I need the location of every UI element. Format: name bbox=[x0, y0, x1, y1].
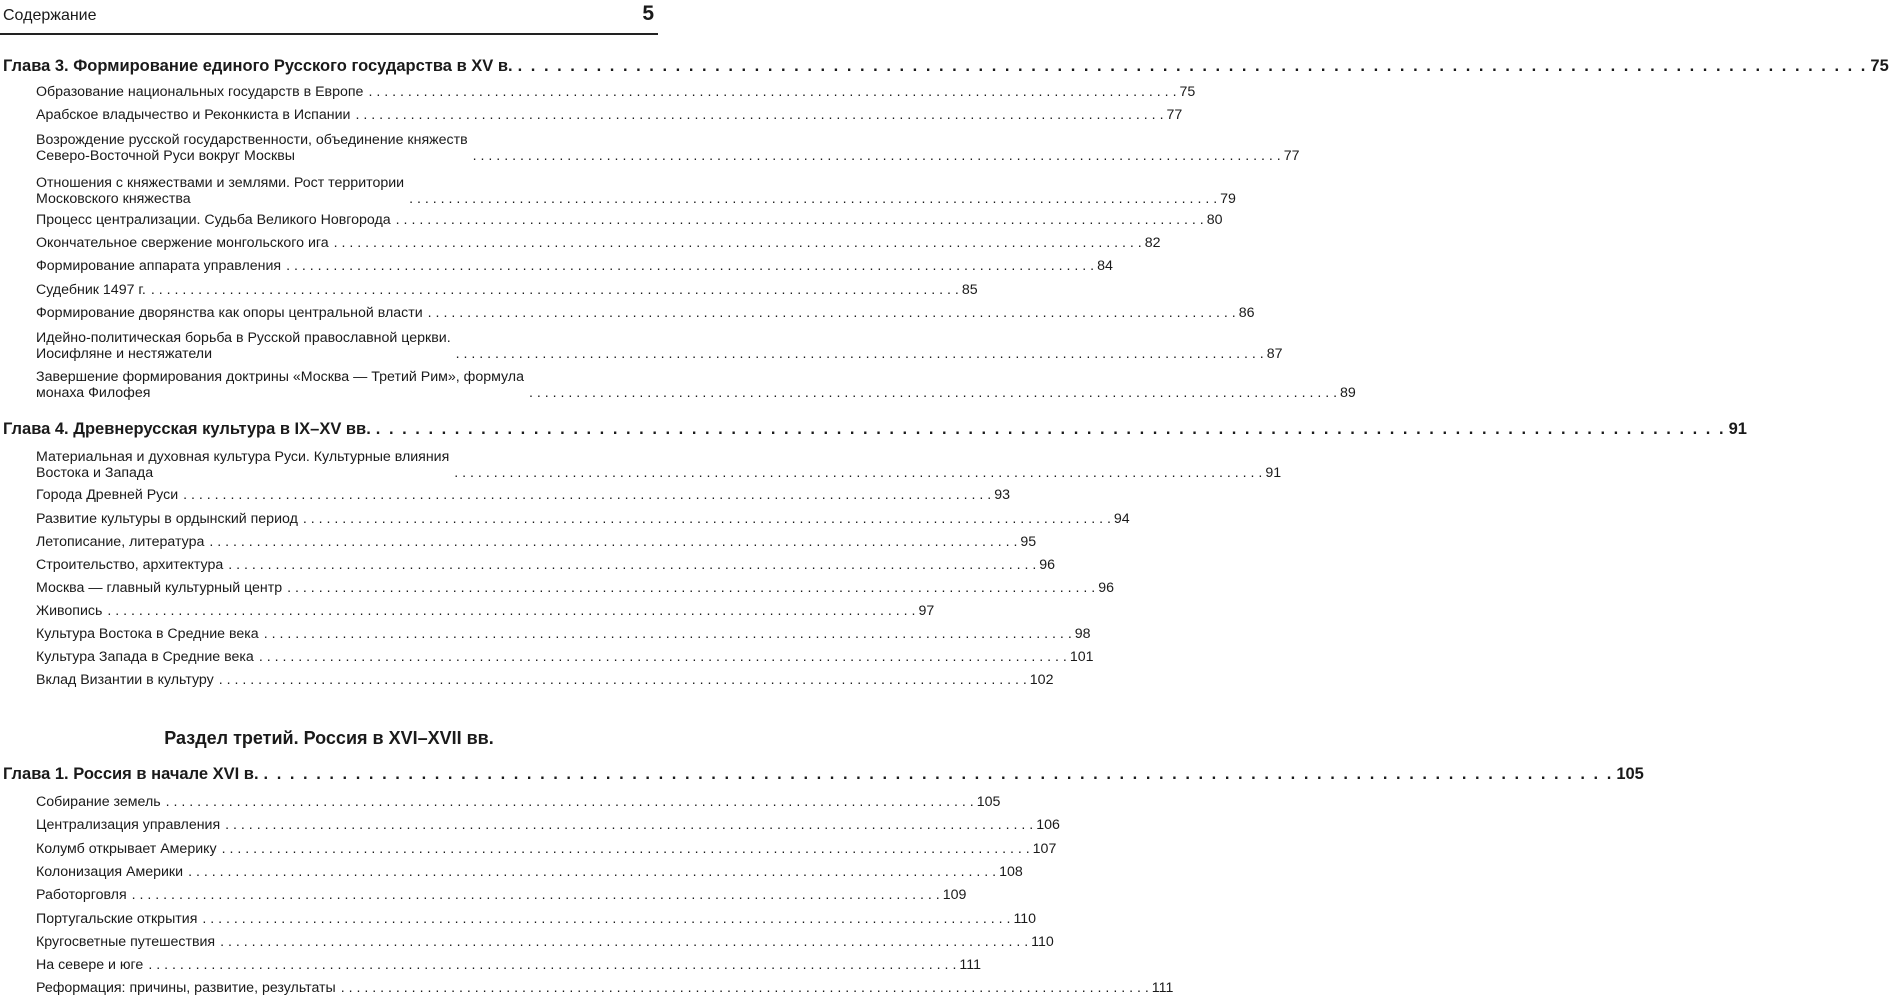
toc-entry bbox=[36, 864, 1023, 881]
dot-leader: . . . . . . . . . . . . . . . . . . . . . . . . . . . . . . . . . . . . . . . . . . . . . . . . . . . . . . . . . . . . . . . . . . . . . . . . . . . . . . . . . . . . . . . . . . . . . . . . . . . . . . . bbox=[409, 190, 1218, 207]
entry-title-line: Северо-Восточной Руси вокруг Москвы bbox=[36, 147, 295, 164]
toc-entry bbox=[36, 980, 1174, 997]
entry-page-number: 79 bbox=[1220, 190, 1236, 207]
entry-title-line: Идейно-политическая борьба в Русской православной церкви. bbox=[36, 330, 451, 346]
entry-title bbox=[36, 795, 161, 811]
toc-entry bbox=[36, 957, 981, 974]
entry-title-line: Образование национальных государств в Европе bbox=[36, 84, 364, 100]
dot-leader: . . . . . . . . . . . . . . . . . . . . . . . . . . . . . . . . . . . . . . . . . . . . . . . . . . . . . . . . . . . . . . . . . . . . . . . . . . . . . . . . . . . . . . . . . . . . . . . . . . . . . . . bbox=[333, 235, 1142, 251]
entry-title-line: Культура Востока в Средние века bbox=[36, 626, 259, 642]
entry-title bbox=[36, 370, 524, 402]
dot-leader: . . . . . . . . . . . . . . . . . . . . . . . . . . . . . . . . . . . . . . . . . . . . . . . . . . . . . . . . . . . . . . . . . . . . . . . . . . . . . . . . . . . . . . . . . . . . . . . . . . . . . . . bbox=[150, 282, 959, 298]
entry-title bbox=[36, 865, 183, 881]
entry-page-number: 111 bbox=[1151, 980, 1174, 996]
toc-entry bbox=[36, 212, 1223, 229]
entry-page-number: 105 bbox=[1616, 765, 1644, 783]
entry-title bbox=[36, 512, 298, 528]
entry-title bbox=[36, 958, 143, 974]
entry-title bbox=[36, 236, 329, 252]
entry-page-number: 80 bbox=[1206, 212, 1223, 228]
entry-title-line: Востока и Запада bbox=[36, 464, 154, 481]
entry-title-line: Культура Запада в Средние века bbox=[36, 649, 254, 665]
dot-leader: . . . . . . . . . . . . . . . . . . . . . . . . . . . . . . . . . . . . . . . . . . . . . . . . . . . . . . . . . . . . . . . . . . . . . . . . . . . . . . . . . . . . . . . . . . . . . . . . . . . . . . . bbox=[454, 464, 1263, 481]
entry-page-number: 102 bbox=[1029, 672, 1054, 688]
entry-title bbox=[36, 981, 336, 997]
toc-entry bbox=[36, 487, 1010, 504]
dot-leader: . . . . . . . . . . . . . . . . . . . . . . . . . . . . . . . . . . . . . . . . . . . . . . . . . . . . . . . . . . . . . . . . . . . . . . . . . . . . . . . . . . . . . . . . . . . . . . . . . . . . . . . bbox=[107, 603, 916, 619]
entry-title-line: Московского княжества bbox=[36, 190, 191, 207]
entry-page-number: 91 bbox=[1265, 464, 1282, 481]
entry-title-line: Глава 4. Древнерусская культура в IX–XV вв. bbox=[3, 420, 371, 438]
entry-page-number: 96 bbox=[1098, 580, 1114, 596]
dot-leader: . . . . . . . . . . . . . . . . . . . . . . . . . . . . . . . . . . . . . . . . . . . . . . . . . . . . . . . . . . . . . . . . . . . . . . . . . . . . . . . . . . . . . . . . . . . . . . . . . . . . . . . bbox=[258, 649, 1067, 665]
dot-leader: . . . . . . . . . . . . . . . . . . . . . . . . . . . . . . . . . . . . . . . . . . . . . . . . . . . . . . . . . . . . . . . . . . . . . . . . . . . . . . . . . . . . . . . . . . . . . . . . . . . . . . . bbox=[209, 534, 1018, 550]
entry-title bbox=[36, 283, 146, 299]
toc-entry bbox=[36, 934, 1054, 951]
entry-title bbox=[36, 888, 127, 904]
entry-title-line: Возрождение русской государственности, объединение княжеств bbox=[36, 132, 468, 148]
entry-title-line: Иосифляне и нестяжатели bbox=[36, 345, 212, 362]
entry-page-number: 110 bbox=[1031, 934, 1054, 950]
toc-entry bbox=[36, 258, 1113, 275]
entry-page-number: 105 bbox=[976, 794, 1001, 810]
entry-title bbox=[36, 176, 404, 208]
entry-title-line: Реформация: причины, развитие, результаты bbox=[36, 980, 336, 996]
entry-title bbox=[36, 331, 451, 363]
entry-page-number: 94 bbox=[1113, 511, 1130, 527]
entry-page-number: 98 bbox=[1074, 626, 1091, 642]
toc-entry bbox=[36, 887, 967, 904]
entry-page-number: 77 bbox=[1283, 147, 1300, 164]
entry-title-line: Окончательное свержение монгольского ига bbox=[36, 235, 329, 251]
toc-entry bbox=[36, 603, 935, 620]
chapter-title bbox=[3, 420, 371, 438]
entry-title-line: Летописание, литература bbox=[36, 534, 205, 550]
dot-leader: . . . . . . . . . . . . . . . . . . . . . . . . . . . . . . . . . . . . . . . . . . . . . . . . . . . . . . . . . . . . . . . . . . . . . . . . . . . . . . . . . . . . . . . . . . . . . . . . . . . . . . . bbox=[427, 305, 1236, 321]
toc-entry bbox=[36, 175, 1236, 208]
dot-leader: . . . . . . . . . . . . . . . . . . . . . . . . . . . . . . . . . . . . . . . . . . . . . . . . . . . . . . . . . . . . . . . . . . . . . . . . . . . . . . . . . . . . . . . . . . . . . . . . . . . . . . . bbox=[455, 345, 1264, 362]
entry-title-line: Судебник 1497 г. bbox=[36, 282, 146, 298]
entry-page-number: 85 bbox=[961, 282, 978, 298]
entry-page-number: 111 bbox=[959, 957, 981, 973]
dot-leader: . . . . . . . . . . . . . . . . . . . . . . . . . . . . . . . . . . . . . . . . . . . . . . . . . . . . . . . . . . . . . . . . . . . . . . . . . . . . . . . . . . . . . . . . . . . . . . . . . . . . . . . bbox=[368, 84, 1177, 100]
entry-title bbox=[36, 450, 449, 482]
chapter-heading bbox=[3, 57, 1889, 75]
entry-title-line: Колонизация Америки bbox=[36, 864, 184, 880]
toc-entry bbox=[36, 580, 1114, 597]
entry-title bbox=[36, 627, 259, 643]
chapter-heading bbox=[3, 765, 1644, 783]
dot-leader: . . . . . . . . . . . . . . . . . . . . . . . . . . . . . . . . . . . . . . . . . . . . . . . . . . . . . . . . . . . . . . . . . . . . . . . . . . . . . . . . . . . . . . . . . . . . . . . . . . . . . . . bbox=[165, 794, 974, 810]
entry-title-line: монаха Филофея bbox=[36, 384, 151, 401]
dot-leader: . . . . . . . . . . . . . . . . . . . . . . . . . . . . . . . . . . . . . . . . . . . . . . . . . . . . . . . . . . . . . . . . . . . . . . . . . . . . . . . . . . . . . . . . . . . . . . . . . . . . . . . bbox=[220, 934, 1029, 950]
toc-entry bbox=[36, 672, 1054, 689]
dot-leader: . . . . . . . . . . . . . . . . . . . . . . . . . . . . . . . . . . . . . . . . . . . . . . . . . . . . . . . . . . . . . . . . . . . . . . . . . . . . . . . . . . . . . . . . . . . . . . . . . . . . . . . bbox=[395, 212, 1204, 228]
entry-title-line: Москва — главный культурный центр bbox=[36, 580, 283, 596]
entry-title-line: Арабское владычество и Реконкиста в Испании bbox=[36, 107, 351, 123]
dot-leader: . . . . . . . . . . . . . . . . . . . . . . . . . . . . . . . . . . . . . . . . . . . . . . . . . . . . . . . . . . . . . . . . . . . . . . . . . . . . . . . . . . . . . . . . . . . . . . . . . . . . . . . bbox=[263, 626, 1072, 642]
toc-entry bbox=[36, 626, 1091, 643]
dot-leader: . . . . . . . . . . . . . . . . . . . . . . . . . . . . . . . . . . . . . . . . . . . . . . . . . . . . . . . . . . . . . . . . . . . . . . . . . . . . . . . . . . . . . . . . . . . . . . . . . . . . . . . bbox=[302, 511, 1111, 527]
section-title: Раздел третий. Россия в XVI–XVII вв. bbox=[164, 728, 494, 748]
entry-page-number: 91 bbox=[1728, 420, 1747, 438]
dot-leader: . . . . . . . . . . . . . . . . . . . . . . . . . . . . . . . . . . . . . . . . . . . . . . . . . . . . . . . . . . . . . . . . . . . . . . . . . . . . . . . . . . . . . . . . . . . . . . . . . . . . . . . bbox=[517, 57, 1868, 75]
entry-title bbox=[36, 535, 204, 551]
entry-title bbox=[36, 581, 282, 597]
entry-title bbox=[36, 558, 223, 574]
entry-title-line: Португальские открытия bbox=[36, 911, 198, 927]
entry-page-number: 77 bbox=[1166, 107, 1183, 123]
entry-title bbox=[36, 842, 217, 858]
toc-entry bbox=[36, 911, 1037, 928]
toc-entry bbox=[36, 235, 1161, 252]
entry-title bbox=[36, 935, 215, 951]
entry-title-line: Кругосветные путешествия bbox=[36, 934, 216, 950]
toc-entry bbox=[36, 794, 1001, 811]
entry-page-number: 82 bbox=[1144, 235, 1161, 251]
entry-page-number: 95 bbox=[1020, 534, 1037, 550]
toc-entry bbox=[36, 649, 1094, 666]
dot-leader: . . . . . . . . . . . . . . . . . . . . . . . . . . . . . . . . . . . . . . . . . . . . . . . . . . . . . . . . . . . . . . . . . . . . . . . . . . . . . . . . . . . . . . . . . . . . . . . . . . . . . . . bbox=[218, 672, 1027, 688]
dot-leader: . . . . . . . . . . . . . . . . . . . . . . . . . . . . . . . . . . . . . . . . . . . . . . . . . . . . . . . . . . . . . . . . . . . . . . . . . . . . . . . . . . . . . . . . . . . . . . . . . . . . . . . bbox=[228, 557, 1037, 573]
entry-title-line: На севере и юге bbox=[36, 957, 144, 973]
toc-entry bbox=[36, 557, 1056, 574]
toc-entry bbox=[36, 282, 978, 299]
entry-title-line: Города Древней Руси bbox=[36, 487, 179, 503]
entry-title bbox=[36, 85, 363, 101]
entry-title bbox=[36, 673, 214, 689]
entry-title-line: Собирание земель bbox=[36, 794, 161, 810]
dot-leader: . . . . . . . . . . . . . . . . . . . . . . . . . . . . . . . . . . . . . . . . . . . . . . . . . . . . . . . . . . . . . . . . . . . . . . . . . . . . . . . . . . . . . . . . . . . . . . . . . . . . . . . bbox=[286, 258, 1095, 274]
entry-page-number: 86 bbox=[1238, 305, 1255, 321]
entry-title bbox=[36, 818, 220, 834]
entry-title-line: Отношения с княжествами и землями. Рост территории bbox=[36, 175, 405, 191]
entry-title-line: Глава 3. Формирование единого Русского государства в XV в. bbox=[3, 57, 513, 75]
toc-entry bbox=[36, 817, 1060, 834]
entry-title bbox=[36, 604, 102, 620]
dot-leader: . . . . . . . . . . . . . . . . . . . . . . . . . . . . . . . . . . . . . . . . . . . . . . . . . . . . . . . . . . . . . . . . . . . . . . . . . . . . . . . . . . . . . . . . . . . . . . . . . . . . . . . bbox=[528, 384, 1338, 401]
entry-title-line: Процесс централизации. Судьба Великого Новгорода bbox=[36, 212, 391, 228]
toc-entry bbox=[36, 449, 1282, 482]
toc-entry bbox=[36, 132, 1300, 165]
toc-entry bbox=[36, 330, 1283, 363]
entry-page-number: 106 bbox=[1036, 817, 1060, 833]
entry-title bbox=[36, 133, 468, 165]
entry-title-line: Формирование дворянства как опоры центральной власти bbox=[36, 305, 423, 321]
dot-leader: . . . . . . . . . . . . . . . . . . . . . . . . . . . . . . . . . . . . . . . . . . . . . . . . . . . . . . . . . . . . . . . . . . . . . . . . . . . . . . . . . . . . . . . . . . . . . . . . . . . . . . . bbox=[202, 911, 1011, 927]
chapter-title bbox=[3, 57, 513, 75]
toc-entry bbox=[36, 107, 1183, 124]
entry-title-line: Живопись bbox=[36, 603, 103, 619]
chapter-title bbox=[3, 765, 259, 783]
entry-page-number: 110 bbox=[1013, 911, 1037, 927]
entry-page-number: 84 bbox=[1097, 258, 1113, 274]
entry-page-number: 97 bbox=[918, 603, 935, 619]
entry-title bbox=[36, 488, 178, 504]
dot-leader: . . . . . . . . . . . . . . . . . . . . . . . . . . . . . . . . . . . . . . . . . . . . . . . . . . . . . . . . . . . . . . . . . . . . . . . . . . . . . . . . . . . . . . . . . . . . . . . . . . . . . . . bbox=[375, 420, 1726, 438]
entry-title-line: Работорговля bbox=[36, 887, 127, 903]
toc-entry bbox=[36, 841, 1057, 858]
dot-leader: . . . . . . . . . . . . . . . . . . . . . . . . . . . . . . . . . . . . . . . . . . . . . . . . . . . . . . . . . . . . . . . . . . . . . . . . . . . . . . . . . . . . . . . . . . . . . . . . . . . . . . . bbox=[225, 817, 1034, 833]
entry-title bbox=[36, 259, 281, 275]
entry-title bbox=[36, 108, 350, 124]
toc-entry bbox=[36, 84, 1196, 101]
dot-leader: . . . . . . . . . . . . . . . . . . . . . . . . . . . . . . . . . . . . . . . . . . . . . . . . . . . . . . . . . . . . . . . . . . . . . . . . . . . . . . . . . . . . . . . . . . . . . . . . . . . . . . . bbox=[221, 841, 1030, 857]
chapter-heading bbox=[3, 420, 1747, 438]
entry-title bbox=[36, 213, 391, 229]
entry-page-number: 108 bbox=[999, 864, 1023, 880]
dot-leader: . . . . . . . . . . . . . . . . . . . . . . . . . . . . . . . . . . . . . . . . . . . . . . . . . . . . . . . . . . . . . . . . . . . . . . . . . . . . . . . . . . . . . . . . . . . . . . . . . . . . . . . bbox=[131, 887, 940, 903]
toc-entry bbox=[36, 511, 1130, 528]
page-number: 5 bbox=[642, 2, 654, 25]
entry-page-number: 87 bbox=[1266, 345, 1283, 362]
entry-page-number: 75 bbox=[1179, 84, 1196, 100]
entry-page-number: 93 bbox=[994, 487, 1010, 503]
entry-title-line: Глава 1. Россия в начале XVI в. bbox=[3, 765, 259, 783]
toc-entry bbox=[36, 534, 1037, 551]
entry-title-line: Развитие культуры в ордынский период bbox=[36, 511, 298, 527]
toc-entry bbox=[36, 305, 1255, 322]
entry-title-line: Завершение формирования доктрины «Москва — Третий Рим», формула bbox=[36, 369, 524, 385]
entry-title bbox=[36, 306, 423, 322]
entry-page-number: 96 bbox=[1039, 557, 1056, 573]
dot-leader: . . . . . . . . . . . . . . . . . . . . . . . . . . . . . . . . . . . . . . . . . . . . . . . . . . . . . . . . . . . . . . . . . . . . . . . . . . . . . . . . . . . . . . . . . . . . . . . . . . . . . . . bbox=[355, 107, 1164, 123]
page-header bbox=[0, 0, 658, 35]
dot-leader: . . . . . . . . . . . . . . . . . . . . . . . . . . . . . . . . . . . . . . . . . . . . . . . . . . . . . . . . . . . . . . . . . . . . . . . . . . . . . . . . . . . . . . . . . . . . . . . . . . . . . . . bbox=[263, 765, 1614, 783]
dot-leader: . . . . . . . . . . . . . . . . . . . . . . . . . . . . . . . . . . . . . . . . . . . . . . . . . . . . . . . . . . . . . . . . . . . . . . . . . . . . . . . . . . . . . . . . . . . . . . . . . . . . . . . bbox=[340, 980, 1149, 996]
entry-title-line: Колумб открывает Америку bbox=[36, 841, 217, 857]
entry-page-number: 109 bbox=[942, 887, 967, 903]
entry-title bbox=[36, 912, 197, 928]
dot-leader: . . . . . . . . . . . . . . . . . . . . . . . . . . . . . . . . . . . . . . . . . . . . . . . . . . . . . . . . . . . . . . . . . . . . . . . . . . . . . . . . . . . . . . . . . . . . . . . . . . . . . . . bbox=[188, 864, 997, 880]
entry-title-line: Централизация управления bbox=[36, 817, 221, 833]
entry-title-line: Вклад Византии в культуру bbox=[36, 672, 214, 688]
entry-title bbox=[36, 650, 254, 666]
dot-leader: . . . . . . . . . . . . . . . . . . . . . . . . . . . . . . . . . . . . . . . . . . . . . . . . . . . . . . . . . . . . . . . . . . . . . . . . . . . . . . . . . . . . . . . . . . . . . . . . . . . . . . . bbox=[287, 580, 1096, 596]
dot-leader: . . . . . . . . . . . . . . . . . . . . . . . . . . . . . . . . . . . . . . . . . . . . . . . . . . . . . . . . . . . . . . . . . . . . . . . . . . . . . . . . . . . . . . . . . . . . . . . . . . . . . . . bbox=[472, 147, 1281, 164]
entry-title-line: Материальная и духовная культура Руси. Культурные влияния bbox=[36, 449, 450, 465]
entry-page-number: 75 bbox=[1870, 57, 1889, 75]
dot-leader: . . . . . . . . . . . . . . . . . . . . . . . . . . . . . . . . . . . . . . . . . . . . . . . . . . . . . . . . . . . . . . . . . . . . . . . . . . . . . . . . . . . . . . . . . . . . . . . . . . . . . . . bbox=[183, 487, 992, 503]
entry-page-number: 107 bbox=[1032, 841, 1057, 857]
dot-leader: . . . . . . . . . . . . . . . . . . . . . . . . . . . . . . . . . . . . . . . . . . . . . . . . . . . . . . . . . . . . . . . . . . . . . . . . . . . . . . . . . . . . . . . . . . . . . . . . . . . . . . . bbox=[148, 957, 957, 973]
entry-page-number: 101 bbox=[1069, 649, 1094, 665]
entry-title-line: Строительство, архитектура bbox=[36, 557, 224, 573]
entry-page-number: 89 bbox=[1340, 384, 1356, 401]
running-head-title: Содержание bbox=[3, 7, 97, 24]
entry-title-line: Формирование аппарата управления bbox=[36, 258, 282, 274]
toc-entry bbox=[36, 369, 1356, 402]
